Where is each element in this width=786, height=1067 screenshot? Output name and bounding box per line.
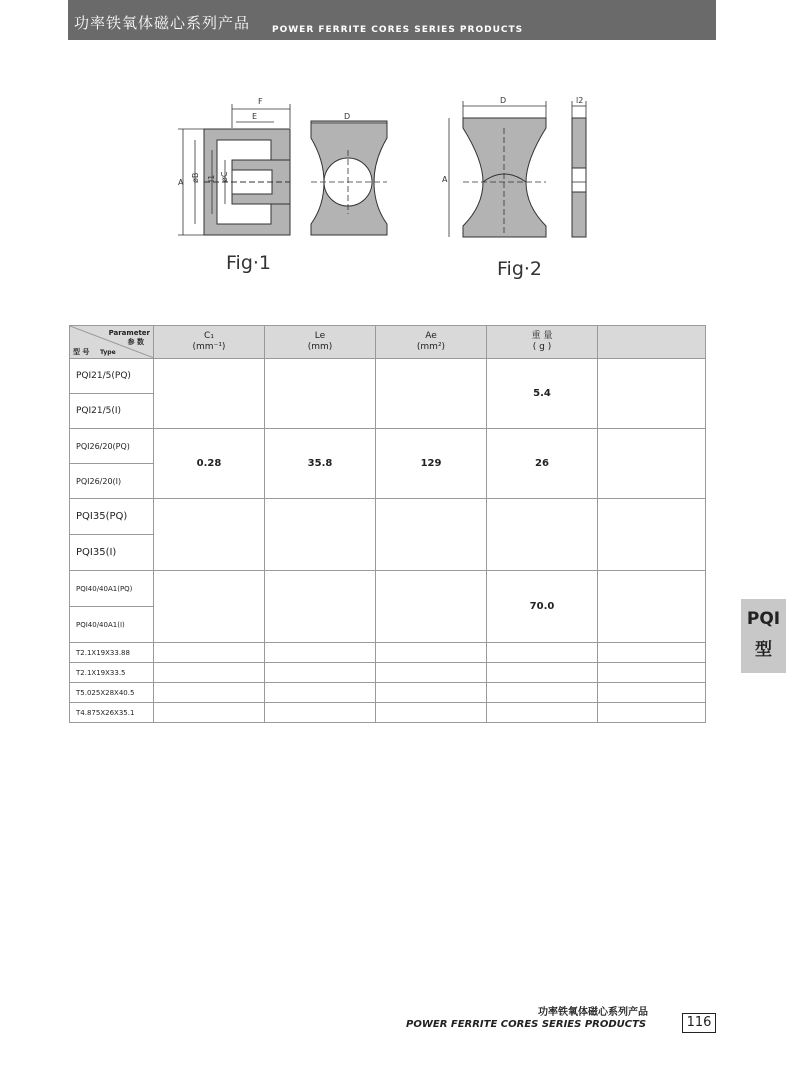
blank-cell [598, 499, 706, 571]
c1-cell: 0.28 [154, 429, 265, 499]
page-number: 116 [682, 1013, 716, 1033]
dim-d2: D [500, 96, 507, 105]
dim-l1: l1 [207, 174, 216, 182]
type-cell: PQI40/40A1(I) [70, 607, 154, 643]
type-cell: T2.1X19X33.5 [70, 663, 154, 683]
dim-a2: A [442, 175, 448, 184]
table-row [70, 571, 706, 607]
type-cell: T5.025X28X40.5 [70, 683, 154, 703]
le-cell [265, 571, 376, 643]
column-header-le: Le (mm) [265, 326, 376, 359]
c1-cell [154, 499, 265, 571]
section-side-tab [741, 599, 786, 673]
footer-title-en: POWER FERRITE CORES SERIES PRODUCTS [406, 1019, 647, 1030]
column-header-weight: 重 量 ( g ) [487, 326, 598, 359]
le-cell [265, 499, 376, 571]
ae-cell [376, 359, 487, 429]
table-row [70, 499, 706, 535]
blank-cell [598, 359, 706, 429]
corner-type-en: Type [100, 349, 116, 356]
column-header-ae: Ae (mm²) [376, 326, 487, 359]
type-cell: PQI26/20(I) [70, 464, 154, 499]
c1-cell [154, 359, 265, 429]
header-title-cn: 功率铁氧体磁心系列产品 [74, 14, 251, 32]
side-tab-line1: PQI [746, 609, 781, 629]
le-cell [265, 359, 376, 429]
fig2-label: Fig·2 [497, 258, 543, 280]
dim-l2: l2 [576, 96, 584, 105]
corner-param-en: Parameter [108, 329, 150, 337]
type-cell: T2.1X19X33.88 [70, 643, 154, 663]
type-cell: T4.875X26X35.1 [70, 703, 154, 723]
dim-b: øB [191, 172, 200, 183]
ae-cell [376, 499, 487, 571]
core-drawings [0, 0, 786, 300]
weight-cell: 26 [487, 429, 598, 499]
dim-a: A [178, 178, 184, 187]
ae-cell [376, 571, 487, 643]
type-cell: PQI26/20(PQ) [70, 429, 154, 464]
footer-title-cn: 功率铁氧体磁心系列产品 [538, 1007, 648, 1018]
column-header-blank [598, 326, 706, 359]
header-corner-cell [70, 326, 154, 359]
type-cell: PQI35(I) [70, 535, 154, 571]
parameter-table [69, 325, 706, 723]
weight-cell: 70.0 [487, 571, 598, 643]
table-row [70, 663, 706, 683]
dim-d1: D [344, 112, 351, 121]
side-tab-line2: 型 [755, 640, 772, 660]
dim-e: E [252, 112, 258, 121]
weight-cell [487, 499, 598, 571]
table-row [70, 703, 706, 723]
weight-cell: 5.4 [487, 359, 598, 429]
dim-f: F [258, 97, 263, 106]
type-cell: PQI40/40A1(PQ) [70, 571, 154, 607]
le-cell: 35.8 [265, 429, 376, 499]
dim-c: øC [220, 171, 229, 182]
corner-param-cn: 参 数 [127, 338, 144, 346]
table-row [70, 429, 706, 464]
blank-cell [598, 429, 706, 499]
table-row [70, 359, 706, 394]
table-row [70, 643, 706, 663]
c1-cell [154, 571, 265, 643]
ae-cell: 129 [376, 429, 487, 499]
type-cell: PQI21/5(I) [70, 394, 154, 429]
header-title-en: POWER FERRITE CORES SERIES PRODUCTS [272, 25, 524, 35]
fig1-label: Fig·1 [226, 252, 272, 274]
type-cell: PQI21/5(PQ) [70, 359, 154, 394]
corner-type-cn: 型 号 [73, 348, 90, 356]
blank-cell [598, 571, 706, 643]
column-header-c1: C₁ (mm⁻¹) [154, 326, 265, 359]
table-row [70, 683, 706, 703]
table-header-row [70, 326, 706, 359]
type-cell: PQI35(PQ) [70, 499, 154, 535]
